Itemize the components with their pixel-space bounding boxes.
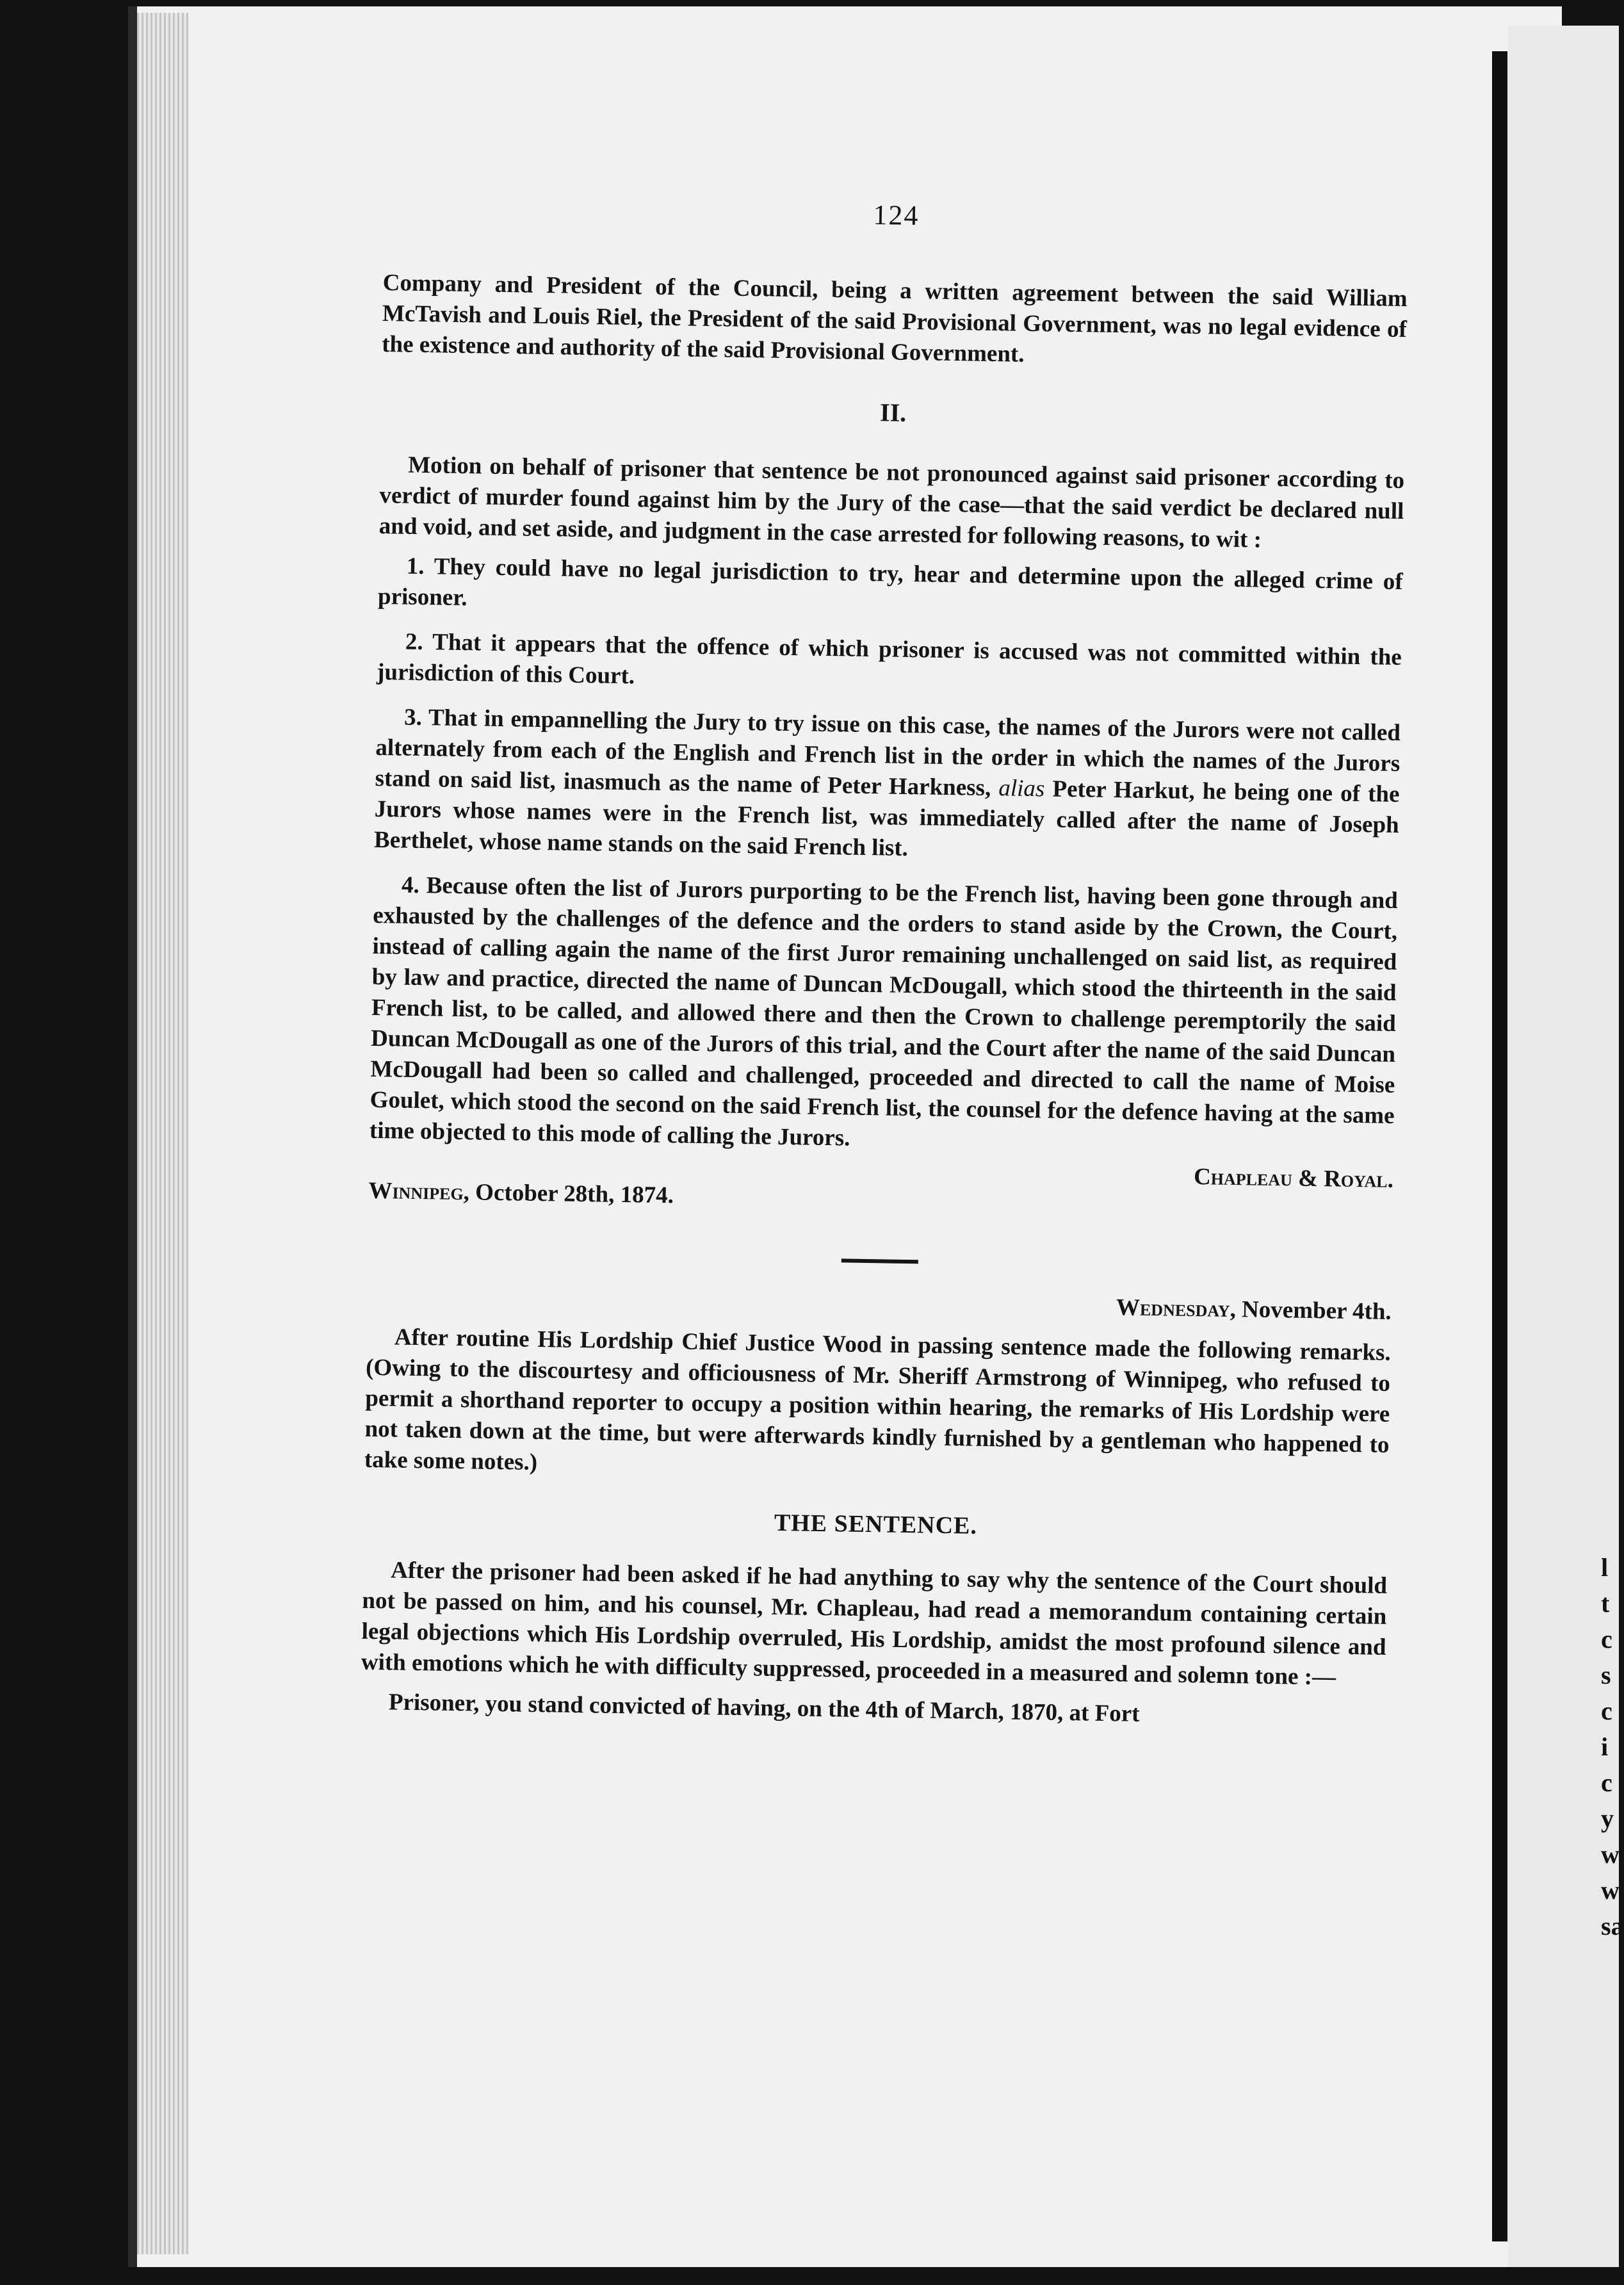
sentence-paragraph: After the prisoner had been asked if he had anything to say why the sentence of the Court should not be passed on him, and his counsel, Mr. Chapleau, had read a memorandum containing certain legal objections which His Lordship overruled, His Lordship, amidst the most profound silence and with emotions which he with difficulty suppressed, proceeded in a measured and solemn tone :— (361, 1557, 1388, 1691)
section-heading: II. (879, 398, 907, 427)
reason-3-alias: alias (998, 775, 1045, 802)
date: October 28th, 1874. (475, 1179, 674, 1209)
final-line: Prisoner, you stand convicted of having, on the 4th of March, 1870, at Fort (388, 1689, 1140, 1727)
counsel-signature: Chapleau & Royal. (1193, 1164, 1394, 1193)
sentence-heading: THE SENTENCE. (774, 1509, 978, 1540)
routine-paragraph: After routine His Lordship Chief Justice Wood in passing sentence made the following remarks. (Owing to the discourtesy and officiousness of Mr. Sheriff Armstrong of Winnipeg, who refused to permit a shorthand reporter to occupy a position within hearing, the remarks of His Lordship were not taken down at the time, but were afterwards kindly furnished by a gentleman who happened to take some notes.) (364, 1324, 1392, 1476)
place: Winnipeg, (368, 1177, 470, 1206)
page-number: 124 (873, 199, 920, 232)
reason-1: 1. They could have no legal jurisdiction to try, hear and determine upon the alleged crime of prisoner. (377, 553, 1403, 612)
section-rule (841, 1258, 918, 1264)
page-content (360, 192, 1408, 1743)
dateline-day: Wednesday, (1116, 1294, 1237, 1323)
page-gutter (137, 13, 188, 2254)
reason-4: 4. Because often the list of Jurors purporting to be the French list, having been gone through and exhausted by the challenges of the defence and the orders to stand aside by the Crown, the Court, instead of calling again the name of the first Juror remaining unchallenged on said list, as required by law and practice, directed the name of Duncan McDougall, which stood the thirteenth in the said French list, to be called, and allowed there and then the Crown to challenge peremptorily the said Duncan McDougall as one of the Jurors of this trial, and the Court after the name of the said Duncan McDougall had been so called and challenged, proceeded and directed to call the name of Moise Goulet, which stood the second on the said French list, the counsel for the defence having at the same time objected to this mode of calling the Jurors. (369, 872, 1399, 1151)
reason-3-text-b: Peter Harkut, he being one of the Jurors whose names were in the French list, was immediately called after the name of Joseph Berthelet, whose name stands on the said French list. (373, 776, 1400, 861)
motion-paragraph: Motion on behalf of prisoner that sentence be not pronounced against said prisoner according to verdict of murder found against him by the Jury of the case—that the said verdict be declared null and void, and set aside, and judgment in the case arrested for following reasons, to wit : (378, 451, 1405, 553)
binding-shadow (1492, 51, 1507, 2241)
dateline-date: November 4th. (1241, 1296, 1392, 1325)
facing-page-text-fragment: l t c s c i c y w w sa (1601, 1553, 1624, 1940)
reason-3 (374, 702, 1401, 872)
reason-2: 2. That it appears that the offence of which prisoner is accused was not committed within the jurisdiction of this Court. (376, 628, 1402, 690)
opening-paragraph: Company and President of the Council, being a written agreement between the said William McTavish and Louis Riel, the President of the said Provisional Government, was no legal evidence of the existence and authority of the said Provisional Government. (381, 269, 1408, 368)
dateline (367, 1281, 1392, 1328)
reason-3-text-a: 3. That in empannelling the Jury to try issue on this case, the names of the Jurors were not called alternately from each of the English and French list in the order in which the names of the Jurors stand on said list, inasmuch as the name of Peter Harkness, (375, 704, 1401, 801)
